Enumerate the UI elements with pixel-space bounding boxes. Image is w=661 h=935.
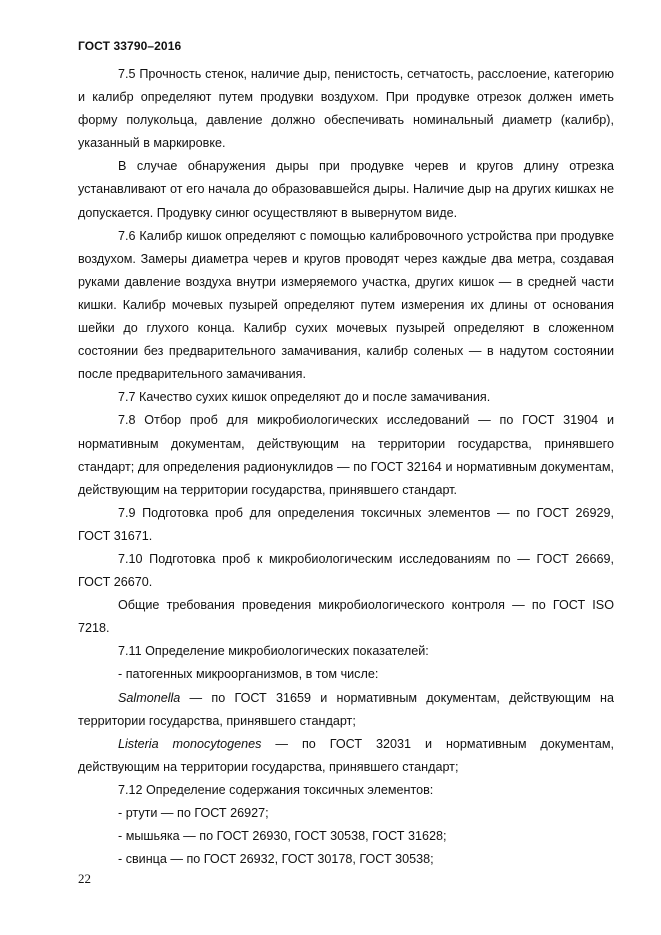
paragraph-7-12: 7.12 Определение содержания токсичных элементов: [118,782,434,797]
paragraph-7-11: 7.11 Определение микробиологических показателей: [118,644,429,659]
document-body [78,63,614,871]
salmonella-method: — по ГОСТ 31659 и нормативным документам, действующим на территории государства, принявшего стандарт; [78,690,614,728]
paragraph-7-6: 7.6 Калибр кишок определяют с помощью калибровочного устройства при продувке воздухом. Замеры диаметра черев и кругов проводят через каждые два метра, создавая руками давление воздуха внутри измеряемого участка, других кишок — в средней части кишки. Калибр мочевых пузырей определяют путем измерения их длины от основания шейки до глухого конца. Калибр сухих мочевых пузырей определяют в сложенном состоянии без предварительного замачивания, калибр соленых — в надутом состоянии после предварительного замачивания. [78,228,614,382]
paragraph-general-requirements: Общие требования проведения микробиологического контроля — по ГОСТ ISO 7218. [78,598,614,636]
paragraph-holes: В случае обнаружения дыры при продувке черев и кругов длину отрезка устанавливают от его начала до образовавшейся дыры. Наличие дыр на других кишках не допускается. Продувку синюг осуществляют в вывернутом виде. [78,159,614,220]
paragraph-7-8: 7.8 Отбор проб для микробиологических исследований — по ГОСТ 31904 и нормативным документам, действующим на территории государства, принявшего стандарт; для определения радионуклидов — по ГОСТ 32164 и нормативным документам, действующим на территории государства, принявшего стандарт. [78,413,614,497]
list-item-salmonella [78,687,614,733]
paragraph-7-5: 7.5 Прочность стенок, наличие дыр, пенистость, сетчатость, расслоение, категорию и калибр определяют путем продувки воздухом. При продувке отрезок должен иметь форму полукольца, давление должно обеспечивать номинальный диаметр (калибр), указанный в маркировке. [78,67,614,151]
list-item-mercury: - ртути — по ГОСТ 26927; [118,806,269,820]
organism-listeria: Listeria monocytogenes [118,736,262,751]
list-item-lead: - свинца — по ГОСТ 26932, ГОСТ 30178, ГОСТ 30538; [118,852,434,867]
list-item-pathogens: - патогенных микроорганизмов, в том числе: [118,667,379,682]
paragraph-7-9: 7.9 Подготовка проб для определения токсичных элементов — по ГОСТ 26929, ГОСТ 31671. [78,505,614,543]
page-number: 22 [78,871,91,886]
paragraph-7-10: 7.10 Подготовка проб к микробиологическим исследованиям по — ГОСТ 26669, ГОСТ 26670. [78,551,614,590]
listeria-method: — по ГОСТ 32031 и нормативным документам, действующим на территории государства, принявшего стандарт; [78,736,614,774]
paragraph-7-7: 7.7 Качество сухих кишок определяют до и после замачивания. [118,390,491,405]
standard-header: ГОСТ 33790–2016 [78,39,182,53]
organism-salmonella: Salmonella [118,690,181,705]
list-item-arsenic: - мышьяка — по ГОСТ 26930, ГОСТ 30538, ГОСТ 31628; [118,829,447,844]
list-item-listeria [78,733,614,779]
